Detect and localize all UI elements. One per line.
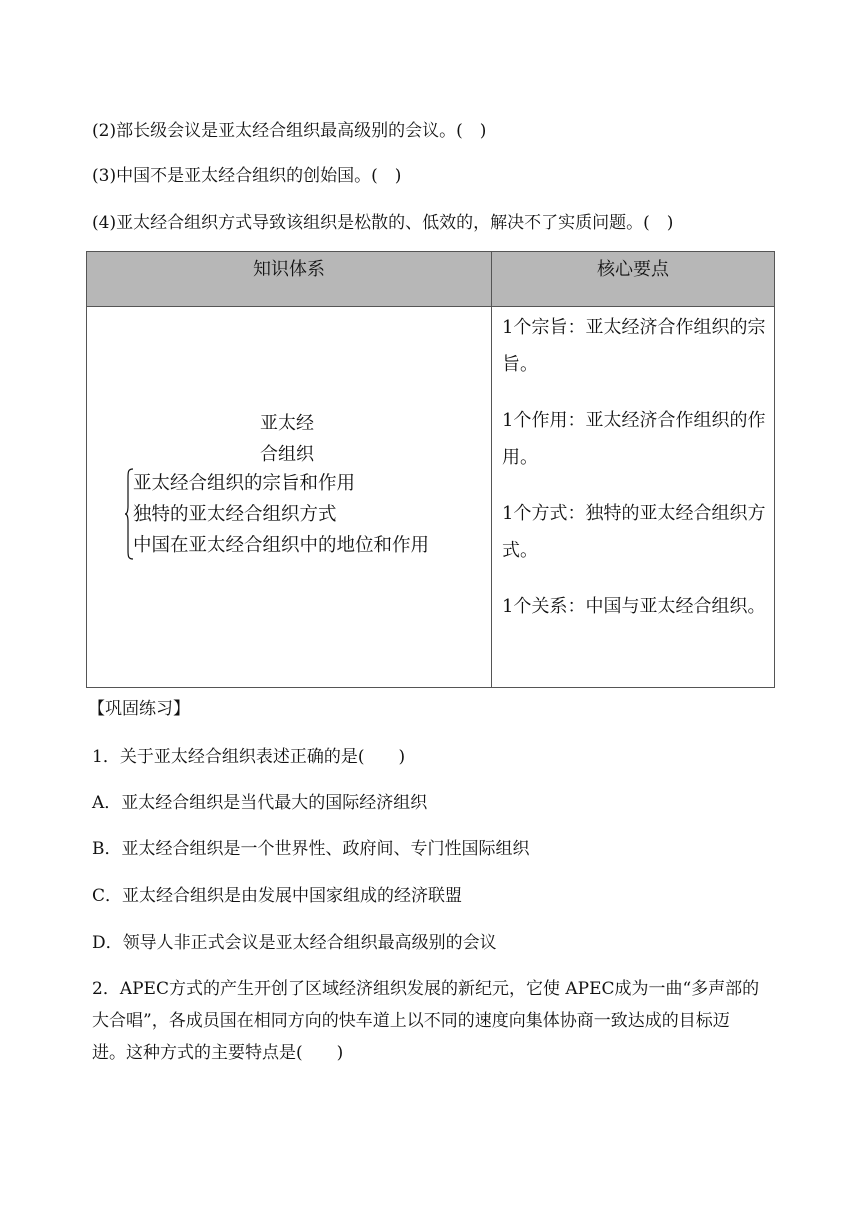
knowledge-table xyxy=(86,251,775,688)
core-point: 1个宗旨：亚太经济合作组织的宗旨。 xyxy=(502,317,766,375)
table-header-row xyxy=(87,252,775,307)
statement-2: (2)部长级会议是亚太经合组织最高级别的会议。( ) xyxy=(92,121,487,141)
question-1-option-d: D．领导人非正式会议是亚太经合组织最高级别的会议 xyxy=(92,933,497,953)
topic-items xyxy=(133,468,429,561)
table-body-row xyxy=(87,307,775,688)
question-1-option-c: C．亚太经合组织是由发展中国家组成的经济联盟 xyxy=(92,886,463,906)
header-knowledge-system: 知识体系 xyxy=(87,252,492,307)
core-points-cell xyxy=(492,307,775,688)
question-2-line: 进。这种方式的主要特点是( ) xyxy=(92,1043,344,1063)
question-1-option-b: B．亚太经合组织是一个世界性、政府间、专门性国际组织 xyxy=(92,839,530,859)
topic-item: 亚太经合组织的宗旨和作用 xyxy=(133,473,356,494)
question-2-line: 大合唱”，各成员国在相同方向的快车道上以不同的速度向集体协商一致达成的目标迈 xyxy=(92,1011,730,1031)
topic-title: 亚太经 合组织 xyxy=(260,413,314,465)
topic-item: 中国在亚太经合组织中的地位和作用 xyxy=(133,535,430,556)
statement-3: (3)中国不是亚太经合组织的创始国。( ) xyxy=(92,166,402,186)
core-point: 1个方式：独特的亚太经合组织方式。 xyxy=(502,503,766,561)
question-2-line: 2．APEC方式的产生开创了区域经济组织发展的新纪元，它使 APEC成为一曲“多声部的 xyxy=(92,979,760,999)
question-1-stem: 1．关于亚太经合组织表述正确的是( ) xyxy=(92,747,406,767)
question-1-option-a: A．亚太经合组织是当代最大的国际经济组织 xyxy=(92,793,428,813)
knowledge-system-cell xyxy=(87,307,492,688)
header-core-points: 核心要点 xyxy=(492,252,775,307)
section-title: 【巩固练习】 xyxy=(88,699,190,719)
core-point: 1个关系：中国与亚太经合组织。 xyxy=(502,596,766,617)
topic-item: 独特的亚太经合组织方式 xyxy=(133,504,337,525)
statement-4: (4)亚太经合组织方式导致该组织是松散的、低效的，解决不了实质问题。( ) xyxy=(92,213,674,233)
core-point: 1个作用：亚太经济合作组织的作用。 xyxy=(502,410,766,468)
